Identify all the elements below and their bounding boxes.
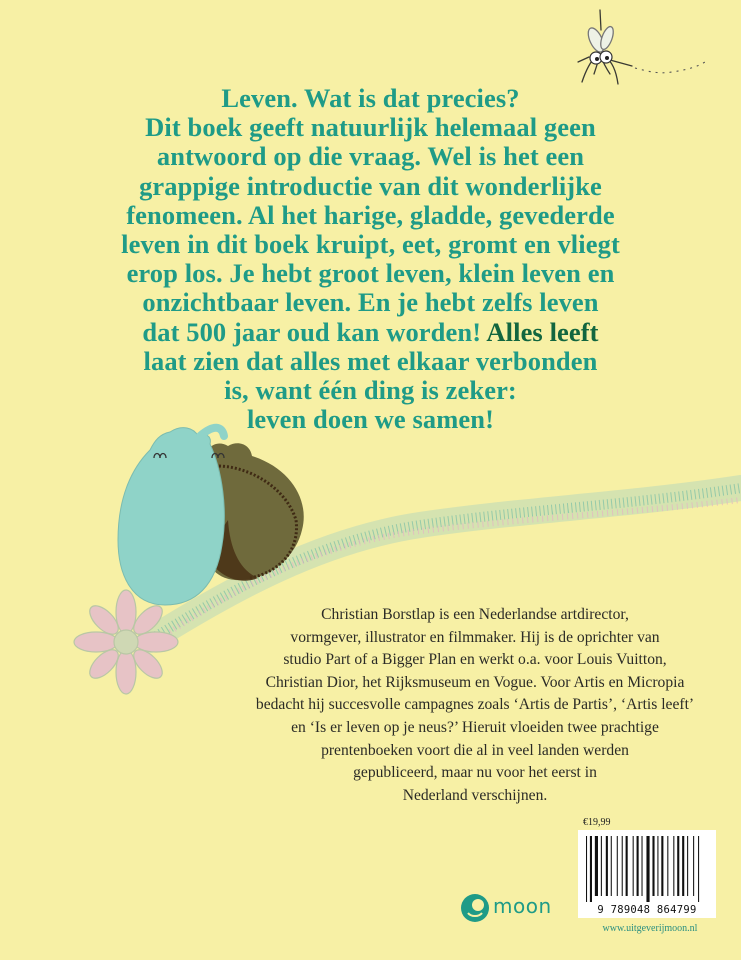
isbn-number: 9 789048 864799 (597, 904, 697, 916)
barcode-bar (677, 836, 679, 896)
blurb-line: dat 500 jaar oud kan worden! (142, 316, 487, 347)
barcode-bar (617, 836, 618, 896)
barcode-bar (667, 836, 668, 896)
barcode-bar (698, 836, 699, 902)
bio-line: Nederland verschijnen. (402, 786, 548, 804)
blurb-line: laat zien dat alles met elkaar verbonden (143, 345, 598, 376)
bio-line: vormgever, illustrator en filmmaker. Hij is de oprichter van (290, 628, 660, 646)
blurb-line: grappige introductie van dit wonderlijke (139, 170, 602, 201)
blurb-line: antwoord op die vraag. Wel is het een (156, 141, 585, 172)
barcode-bar (693, 836, 694, 896)
publisher-website: www.uitgeverijmoon.nl (602, 923, 698, 934)
barcode-bar (661, 836, 663, 896)
barcode-bar (652, 836, 654, 896)
barcode (578, 830, 716, 918)
author-bio (255, 604, 695, 807)
book-title-emphasis: Alles leeft (486, 316, 599, 347)
flower-illustration (74, 590, 178, 694)
barcode-bar (642, 836, 643, 896)
barcode-bar (637, 836, 639, 896)
bio-line: studio Part of a Bigger Plan en werkt o.a. voor Louis Vuitton, (283, 651, 667, 669)
bio-line: gepubliceerd, maar nu voor het eerst in (353, 764, 597, 782)
publisher-name: moon (493, 894, 552, 918)
bio-line: bedacht hij succesvolle campagnes zoals ‘Artis de Partis’, ‘Artis leeft’ (255, 696, 695, 714)
bio-line: Christian Dior, het Rijksmuseum en Vogue. Voor Artis en Micropia (265, 673, 685, 691)
barcode-bar (687, 836, 688, 896)
barcode-bar (595, 836, 598, 896)
bio-line: prentenboeken voort die al in veel landen werden (321, 741, 629, 759)
price-label: €19,99 (583, 817, 611, 828)
blurb-line: Dit boek geeft natuurlijk helemaal geen (145, 112, 596, 143)
moon-logo-icon (460, 893, 490, 923)
barcode-bar (633, 836, 634, 896)
blurb-line: erop los. Je hebt groot leven, klein leven en (126, 258, 615, 289)
barcode-bar (601, 836, 602, 896)
barcode-bar (590, 836, 592, 902)
blurb-line: leven in dit boek kruipt, eet, gromt en vliegt (121, 229, 620, 260)
barcode-bar (586, 836, 587, 902)
barcode-bars (584, 836, 710, 902)
barcode-bar (606, 836, 608, 896)
barcode-bar (626, 836, 628, 896)
bio-line: Christian Borstlap is een Nederlandse artdirector, (321, 606, 629, 623)
blurb-line: onzichtbaar leven. En je hebt zelfs leven (142, 287, 599, 318)
blurb-line: is, want één ding is zeker: (224, 375, 517, 406)
bio-line: en ‘Is er leven op je neus?’ Hieruit vloeiden twee prachtige (291, 718, 659, 736)
barcode-bar (682, 836, 684, 896)
barcode-bar (611, 836, 612, 896)
barcode-bar (657, 836, 658, 896)
blurb-line: leven doen we samen! (246, 404, 495, 435)
barcode-bar (673, 836, 674, 896)
barcode-bar (646, 836, 649, 902)
blurb-line: fenomeen. Al het harige, gladde, gevederde (126, 199, 615, 230)
blurb-line: Leven. Wat is dat precies? (221, 83, 520, 113)
barcode-bar (622, 836, 623, 896)
